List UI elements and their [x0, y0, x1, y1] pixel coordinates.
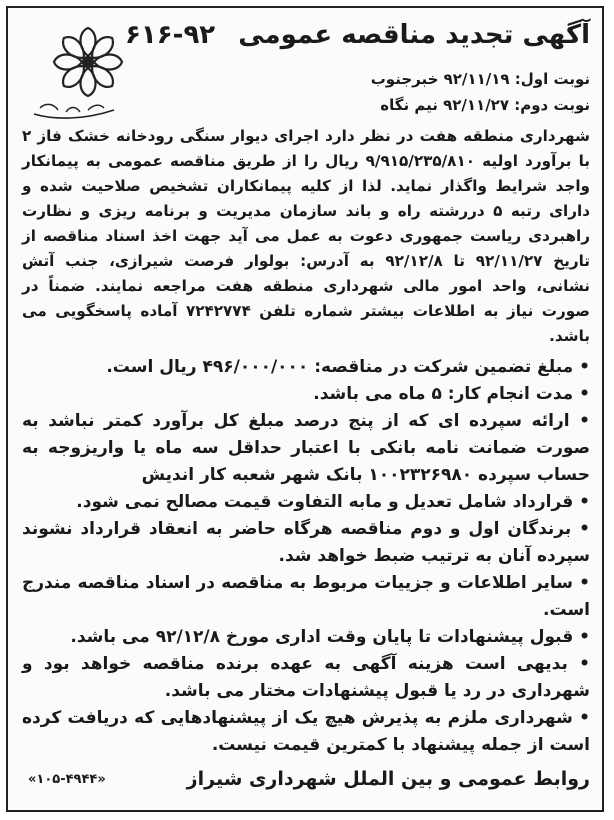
- condition-item: • شهرداری ملزم به پذیرش هیچ یک از پیشنهادهایی که دریافت کرده است از جمله پیشنهاد با کمترین قیمت نیست.: [22, 705, 590, 759]
- second-round-line: نوبت دوم: ۹۲/۱۱/۲۷ نیم نگاه: [380, 96, 590, 114]
- notice-title-text: آگهی تجدید مناقصه عمومی: [238, 20, 590, 50]
- notice-body: [22, 124, 590, 349]
- notice-title: [125, 20, 590, 50]
- condition-item: • مدت انجام کار: ۵ ماه می باشد.: [22, 381, 590, 408]
- notice-title-code: ۹۲-۶۱۶: [125, 20, 216, 50]
- shiraz-municipality-logo-icon: [24, 24, 144, 124]
- notice-conditions-list: [22, 354, 590, 759]
- condition-item: • سایر اطلاعات و جزییات مربوط به مناقصه در اسناد مناقصه مندرج است.: [22, 570, 590, 624]
- condition-item: • قبول پیشنهادات تا پایان وقت اداری مورخ ۹۲/۱۲/۸ می باشد.: [22, 624, 590, 651]
- notice-frame: [6, 6, 604, 812]
- condition-item: • ارائه سپرده ای که از پنج درصد مبلغ کل برآورد کمتر نباشد به صورت ضمانت نامه بانکی با اعتبار حداقل سه ماه یا واریزوجه به حساب سپرده ۱۰۰۲۳۲۶۹۸۰ بانک شهر شعبه کار اندیش: [22, 408, 590, 489]
- notice-content: [20, 20, 592, 800]
- condition-item: • بدیهی است هزینه آگهی به عهده برنده مناقصه خواهد بود و شهرداری در رد یا قبول پیشنهادات مختار می باشد.: [22, 651, 590, 705]
- condition-item: • برندگان اول و دوم مناقصه هرگاه حاضر به انعقاد قرارداد نشوند سپرده آنان به ترتیب ضبط خواهد شد.: [22, 516, 590, 570]
- footer-organization: روابط عمومی و بین الملل شهرداری شیراز: [186, 768, 590, 790]
- condition-item: • قرارداد شامل تعدیل و مابه التفاوت قیمت مصالح نمی شود.: [22, 489, 590, 516]
- notice-footer: [22, 768, 590, 798]
- first-round-line: نوبت اول: ۹۲/۱۱/۱۹ خبرجنوب: [370, 70, 590, 88]
- footer-ad-code: «۱۰۵-۴۹۴۴»: [28, 772, 106, 787]
- notice-header: [20, 20, 592, 138]
- notice-body-paragraph: شهرداری منطقه هفت در نظر دارد اجرای دیوار سنگی رودخانه خشک فاز ۲ با برآورد اولیه ۹/۹۱۵/۲۳۵/۸۱۰ ریال را از طریق مناقصه عمومی به پیمانکار واجد شرایط واگذار نماید. لذا از کلیه پیمانکاران تشخیص صلاحیت شده و دارای رتبه ۵ دررشته راه و باند سازمان مدیریت و برنامه ریزی و نظارت راهبردی ریاست جمهوری دعوت به عمل می آید جهت اخذ اسناد مناقصه از تاریخ ۹۲/۱۱/۲۷ تا ۹۲/۱۲/۸ به آدرس: بولوار فرصت شیرازی، جنب آتش نشانی، واحد امور مالی شهرداری منطقه هفت مراجعه نمایند. ضمناً در صورت نیاز به اطلاعات بیشتر شماره تلفن ۷۲۴۲۷۷۴ آماده پاسخگویی می باشد.: [22, 127, 590, 345]
- condition-item: • مبلغ تضمین شرکت در مناقصه: ۴۹۶/۰۰۰/۰۰۰ ریال است.: [22, 354, 590, 381]
